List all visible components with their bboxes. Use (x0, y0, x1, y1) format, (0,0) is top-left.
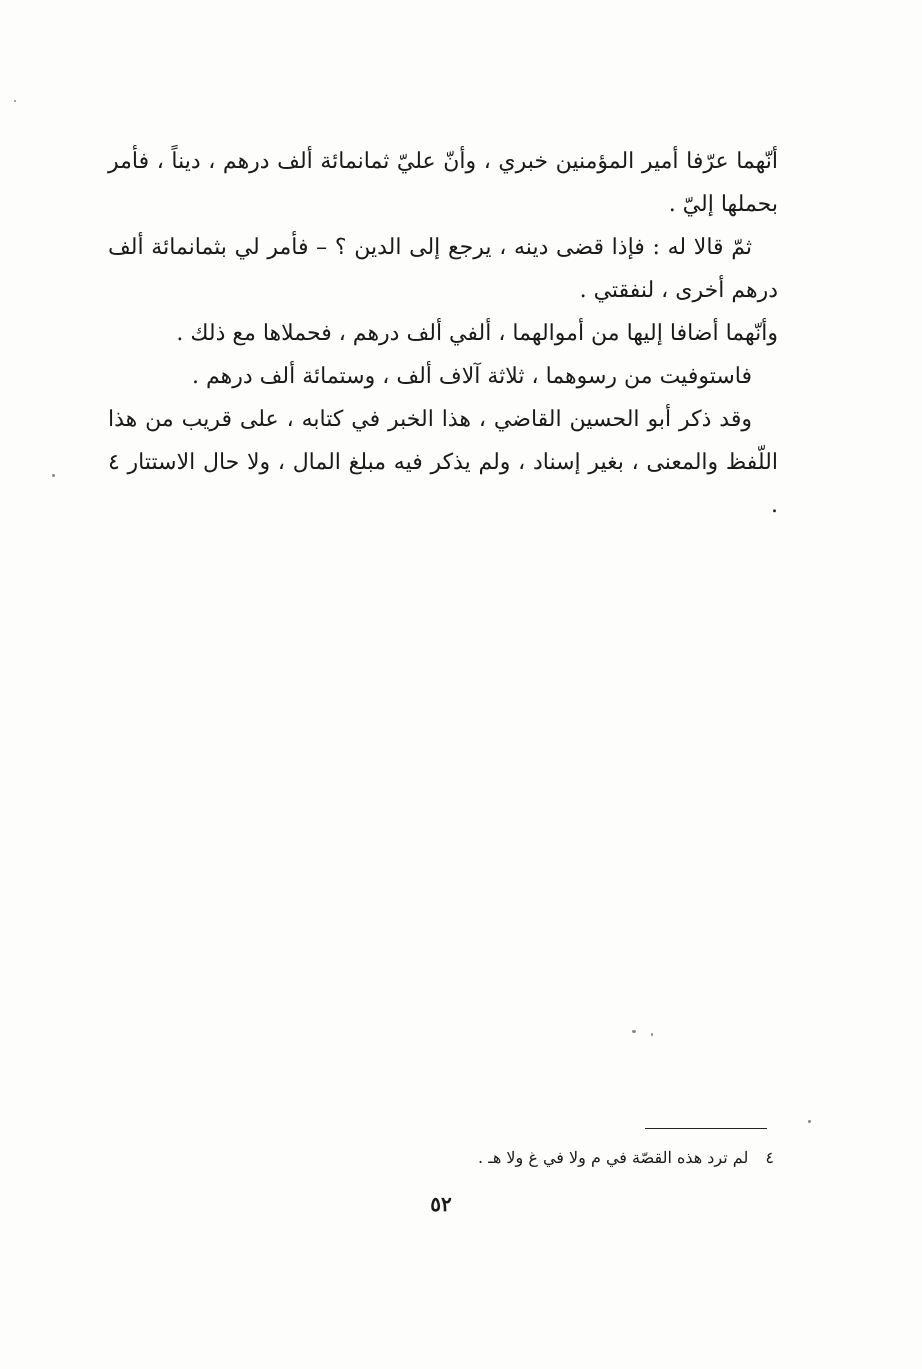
main-text (108, 140, 778, 527)
paragraph-4: فاستوفيت من رسوهما ، ثلاثة آلاف ألف ، وستمائة ألف درهم . (191, 364, 752, 389)
footnote (374, 1146, 774, 1170)
scan-speck (632, 1030, 636, 1033)
scan-speck (808, 1120, 811, 1123)
paragraph-2: ثمّ قالا له : فإذا قضى دينه ، يرجع إلى الدين ؟ – فأمر لي بثمانمائة ألف درهم أخرى ، لنفقتي . (108, 235, 778, 303)
footnote-number: ٤ (765, 1148, 774, 1167)
page-number: ٥٢ (430, 1192, 452, 1216)
scan-speck (651, 1033, 653, 1036)
paragraph-3: وأنّهما أضافا إليها من أموالهما ، ألفي ألف درهم ، فحملاها مع ذلك . (176, 321, 778, 346)
scan-speck (52, 474, 55, 477)
footnote-text: لم ترد هذه القصّة في م ولا في غ ولا هـ . (478, 1148, 749, 1167)
paragraph-5: وقد ذكر أبو الحسين القاضي ، هذا الخبر في كتابه ، على قريب من هذا اللّفظ والمعنى ، بغير إسناد ، ولم يذكر فيه مبلغ المال ، ولا حال الاستتار ٤ . (108, 407, 778, 518)
paragraph-1: أنّهما عرّفا أمير المؤمنين خبري ، وأنّ عليّ ثمانمائة ألف درهم ، ديناً ، فأمر بحملها إليّ . (108, 149, 778, 217)
scan-speck (14, 100, 16, 102)
footnote-divider (645, 1128, 767, 1129)
